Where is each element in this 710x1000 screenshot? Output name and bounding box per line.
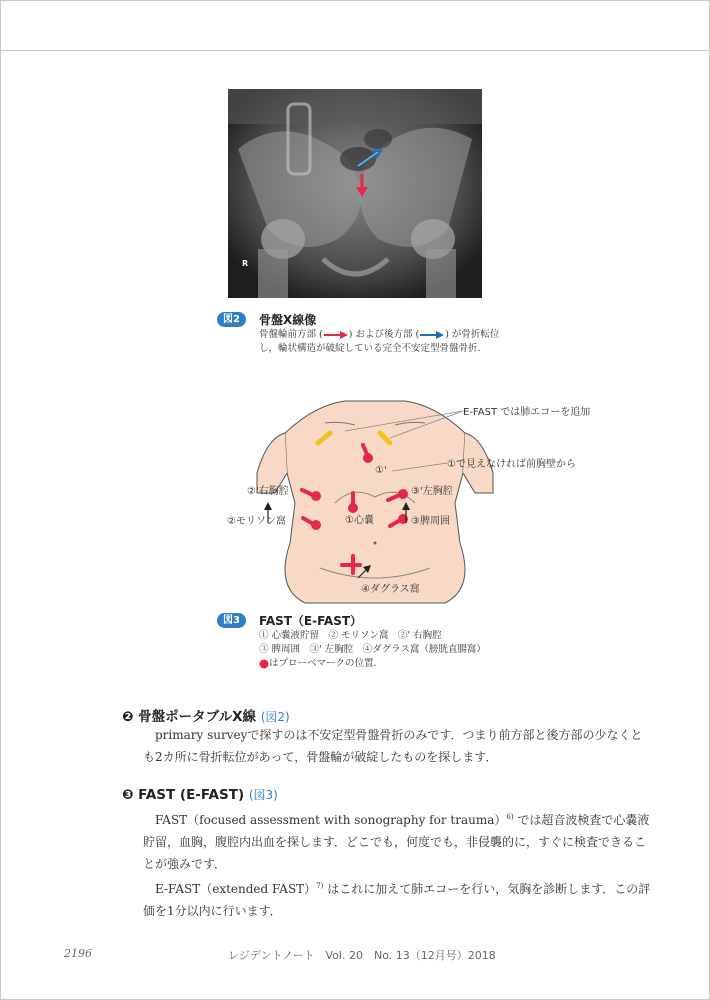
fig3-legend-line2: ③ 脾周囲 ③' 左胸腔 ④ダグラス窩（膀胱直腸窩） <box>259 644 486 655</box>
section2-body <box>143 724 651 768</box>
section3-paragraph1 <box>143 806 651 875</box>
fig3-legend-line3 <box>259 657 549 671</box>
header-rule <box>1 50 709 51</box>
section3-body <box>143 806 651 922</box>
label-morison: ②モリソン窩 <box>227 516 286 527</box>
section3-number: ❸ <box>122 787 134 803</box>
fig3-legend-line3-text: はプローベマークの位置． <box>269 658 384 669</box>
label-splenic: ③脾周囲 <box>411 516 450 527</box>
section2-title: 骨盤ポータブルX線 <box>138 709 257 725</box>
section3-paragraph2 <box>143 875 651 922</box>
fig2-title: 骨盤X線像 <box>259 313 317 327</box>
fig3-title: FAST（E-FAST） <box>259 614 363 628</box>
pelvis-xray-image <box>228 89 482 298</box>
blue-arrow-icon <box>419 330 445 340</box>
fig2-caption-part1: 骨盤輪前方部 ( <box>259 329 323 340</box>
fig2-caption <box>259 328 519 356</box>
label-douglas: ④ダグラス窩 <box>361 584 420 595</box>
section2-heading <box>122 705 290 725</box>
fig2-caption-line2: し，輪状構造が破綻している完全不安定型骨盤骨折． <box>259 343 488 354</box>
red-arrow-icon <box>323 330 349 340</box>
section2-figure-ref-text: 図2 <box>265 710 286 724</box>
fig2-caption-part3: ) が骨折転位 <box>445 329 500 340</box>
label-pericardial: ①心嚢 <box>345 515 374 526</box>
red-dot-icon <box>259 659 269 669</box>
section2-paragraph: primary surveyで探すのは不安定型骨盤骨折のみです．つまり前方部と後方部の少なくとも2カ所に骨折転位があって，骨盤輪が破綻したものを探します． <box>143 728 643 764</box>
fast-probe-diagram <box>227 393 625 603</box>
section3-figure-ref[interactable]: (図3) <box>248 788 278 802</box>
section2-number: ❷ <box>122 709 134 725</box>
label-left-chest: ③'左胸腔 <box>411 486 453 497</box>
fig3-label: 図3 <box>217 613 246 628</box>
label-anterior: ①で見えなければ前胸壁から <box>447 459 576 470</box>
section3-p2-a: E-FAST（extended FAST） <box>155 882 317 896</box>
fig3-legend-line1: ① 心嚢液貯留 ② モリソン窩 ②' 右胸腔 <box>259 630 442 641</box>
label-right-chest: ②'右胸腔 <box>247 486 289 497</box>
page-number: 2196 <box>64 947 92 960</box>
fig3-legend <box>259 629 549 671</box>
fig2-label: 図2 <box>217 312 246 327</box>
citation-6[interactable]: 6) <box>506 813 514 821</box>
section2-figure-ref[interactable]: (図2) <box>260 710 290 724</box>
citation-7[interactable]: 7) <box>316 882 324 890</box>
section3-heading <box>122 786 278 803</box>
label-efast: E-FAST では肺エコーを追加 <box>463 407 591 418</box>
xray-side-marker: R <box>242 259 249 268</box>
journal-footer: レジデントノート Vol. 20 No. 13（12月号）2018 <box>228 949 496 962</box>
section3-p1-a: FAST（focused assessment with sonography for trauma） <box>155 813 507 827</box>
section3-p1-b: では超音波検査で心嚢液貯留，血胸，腹腔内出血を探します．どこでも，何度でも，非侵襲的に，すぐに検査できることが強みです． <box>143 813 650 871</box>
section3-title: FAST (E-FAST) <box>138 787 245 803</box>
label-one-prime: ①' <box>375 465 387 476</box>
fig2-caption-part2: ) および後方部 ( <box>348 329 420 340</box>
section3-p2-b: はこれに加えて肺エコーを行い，気胸を診断します．この評価を1分以内に行います． <box>143 882 651 918</box>
section3-figure-ref-text: 図3 <box>253 788 274 802</box>
